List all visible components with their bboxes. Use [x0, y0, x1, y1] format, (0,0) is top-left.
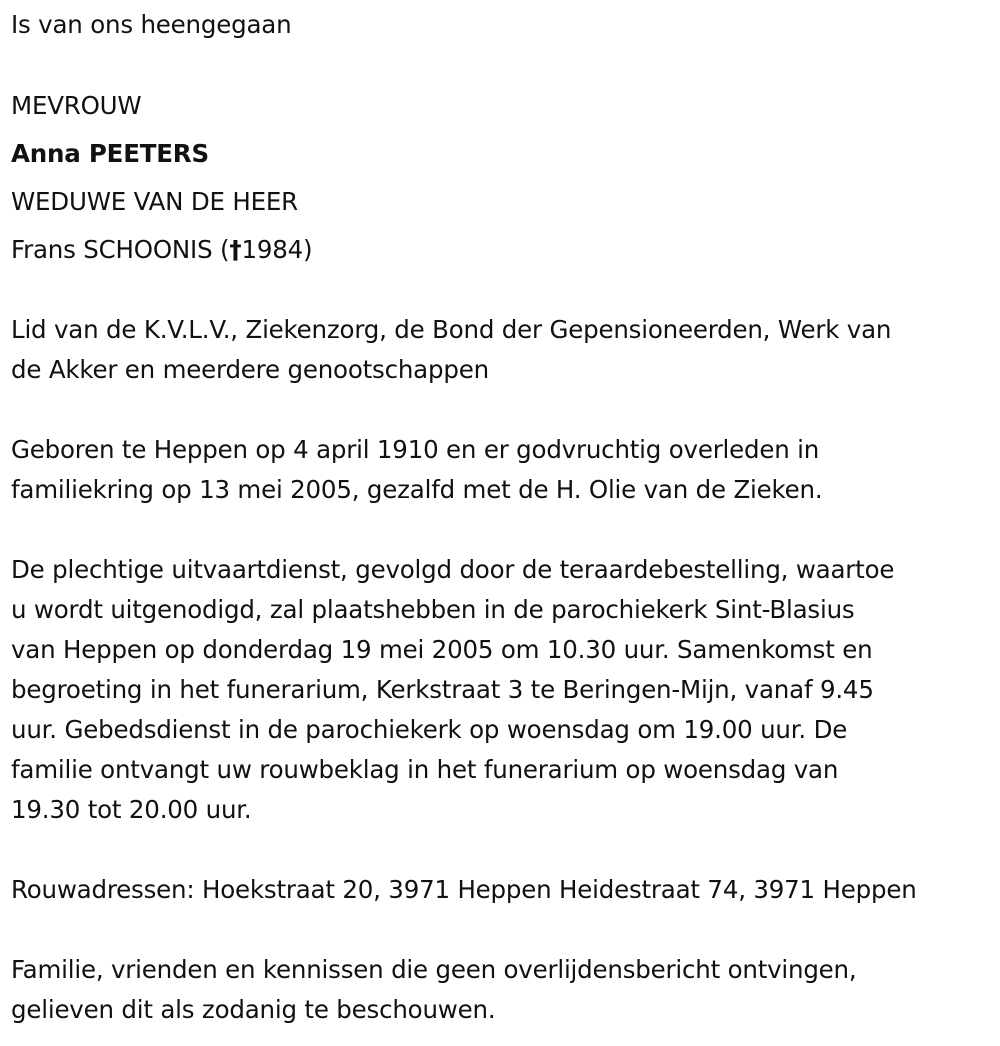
honorific-title: MEVROUW: [11, 91, 142, 120]
relation-text: WEDUWE VAN DE HEER: [11, 187, 299, 216]
closing-line-1: Familie, vrienden en kennissen die geen overlijdensbericht ontvingen,: [11, 955, 857, 984]
funeral-line-6: familie ontvangt uw rouwbeklag in het funerarium op woensdag van: [11, 755, 839, 784]
birth-death-line-1: Geboren te Heppen op 4 april 1910 en er godvruchtig overleden in: [11, 435, 820, 464]
intro-text: Is van ons heengegaan: [11, 10, 292, 39]
funeral-line-1: De plechtige uitvaartdienst, gevolgd door de teraardebestelling, waartoe: [11, 555, 895, 584]
mourning-addresses: Rouwadressen: Hoekstraat 20, 3971 Heppen Heidestraat 74, 3971 Heppen: [11, 875, 917, 904]
spouse-line: [11, 230, 312, 270]
funeral-line-2: u wordt uitgenodigd, zal plaatshebben in de parochiekerk Sint-Blasius: [11, 595, 855, 624]
funeral-line-7: 19.30 tot 20.00 uur.: [11, 795, 252, 824]
closing-line-2: gelieven dit als zodanig te beschouwen.: [11, 995, 496, 1024]
memberships-line-1: Lid van de K.V.L.V., Ziekenzorg, de Bond der Gepensioneerden, Werk van: [11, 315, 892, 344]
deceased-name: Anna PEETERS: [11, 139, 209, 168]
spouse-death-year: 1984): [241, 235, 313, 264]
memberships-line-2: de Akker en meerdere genootschappen: [11, 355, 489, 384]
cross-icon: †: [229, 235, 242, 264]
funeral-line-3: van Heppen op donderdag 19 mei 2005 om 10.30 uur. Samenkomst en: [11, 635, 873, 664]
birth-death-line-2: familiekring op 13 mei 2005, gezalfd met de H. Olie van de Zieken.: [11, 475, 823, 504]
funeral-line-5: uur. Gebedsdienst in de parochiekerk op woensdag om 19.00 uur. De: [11, 715, 848, 744]
funeral-line-4: begroeting in het funerarium, Kerkstraat 3 te Beringen-Mijn, vanaf 9.45: [11, 675, 874, 704]
spouse-name: Frans SCHOONIS (: [11, 235, 230, 264]
